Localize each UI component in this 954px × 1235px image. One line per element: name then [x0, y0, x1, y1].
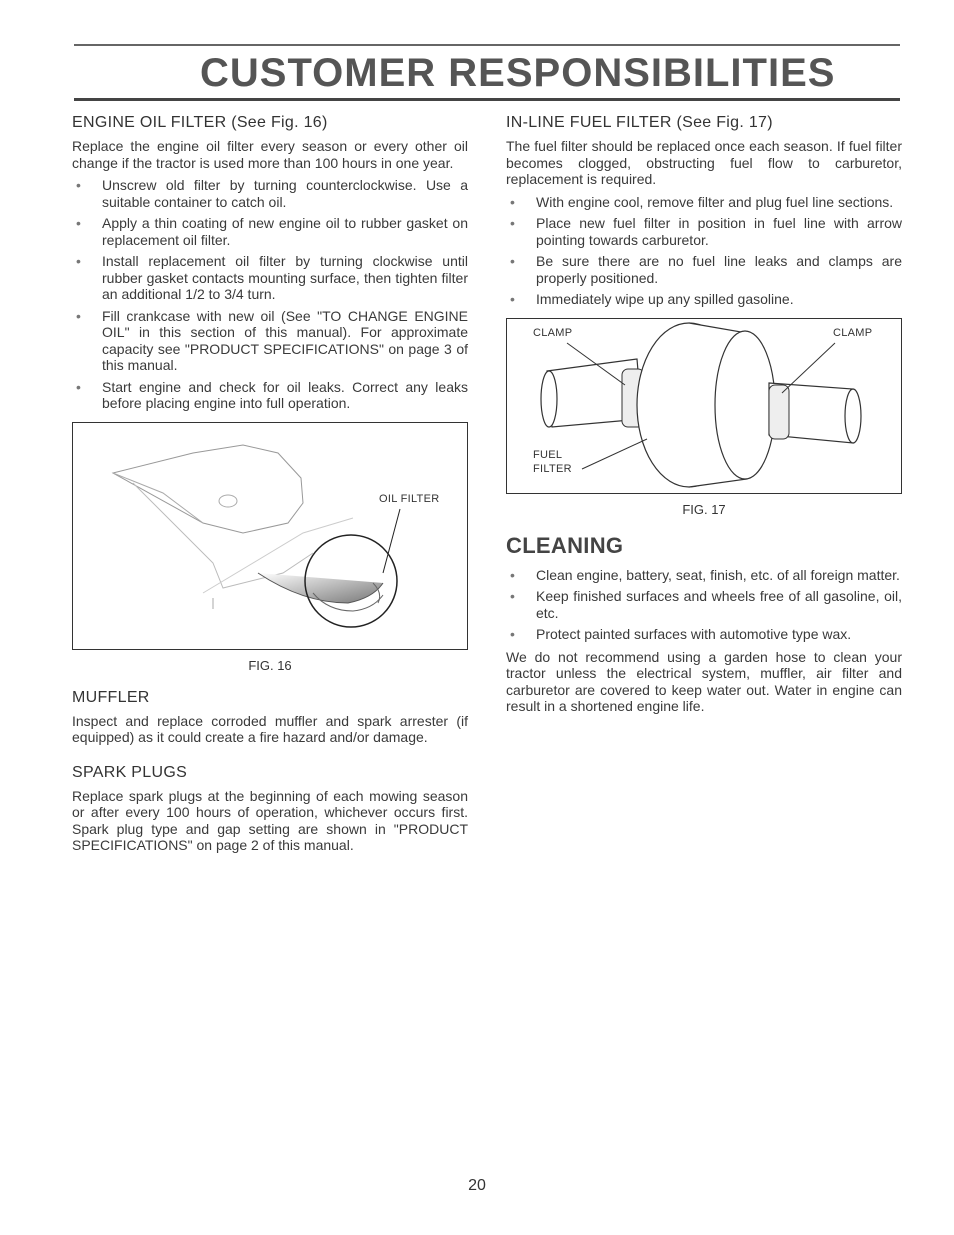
oil-filter-illustration	[73, 423, 467, 649]
fig-16-box	[72, 422, 468, 650]
page-number: 20	[468, 1177, 486, 1194]
list-item	[506, 567, 902, 584]
cleaning-steps	[506, 567, 902, 643]
list-item-text: Keep finished surfaces and wheels free of all gasoline, oil, etc.	[536, 588, 902, 621]
left-column	[72, 114, 468, 860]
list-item-text: Apply a thin coating of new engine oil to rubber gasket on replacement oil filter.	[102, 215, 468, 248]
fig-16-caption: FIG. 16	[248, 657, 292, 673]
clamp-right-callout: CLAMP	[833, 326, 873, 339]
list-item-text: Install replacement oil filter by turning clockwise until rubber gasket contacts mounting surface, then tighten filter an additional 1/2 to 3/4 turn.	[102, 253, 468, 302]
spark-plugs-heading: SPARK PLUGS	[72, 763, 188, 781]
bullet-icon: •	[76, 378, 81, 395]
list-item	[72, 253, 468, 303]
bullet-icon: •	[510, 588, 515, 604]
bullet-icon: •	[76, 215, 81, 231]
bullet-icon: •	[76, 307, 81, 324]
list-item-text: Clean engine, battery, seat, finish, etc. of all foreign matter.	[536, 566, 900, 583]
fig-17-caption: FIG. 17	[682, 501, 726, 517]
fuel-filter-section	[506, 114, 902, 517]
bullet-icon: •	[510, 215, 515, 231]
bullet-icon: •	[76, 253, 81, 269]
engine-oil-filter-section	[72, 114, 468, 673]
engine-oil-filter-heading: ENGINE OIL FILTER (See Fig. 16)	[72, 114, 328, 131]
bullet-icon: •	[510, 193, 515, 210]
bullet-icon: •	[510, 253, 515, 269]
spark-plugs-text: Replace spark plugs at the beginning of each mowing season or after every 100 hours of operation, whichever occurs first. Spark plug type and gap setting are shown in "PRODUCT SPECIFICATIONS" on page 2 of this manual.	[72, 787, 468, 853]
cleaning-text: We do not recommend using a garden hose to clean your tractor unless the electrical system, muffler, air filter and carburetor are covered to keep water out. Water in engine can result in a shortened engine life.	[506, 648, 902, 714]
list-item	[506, 253, 902, 286]
fuel-callout: FUEL	[533, 448, 563, 461]
spark-plugs-section	[72, 764, 468, 854]
fuel-filter-heading: IN-LINE FUEL FILTER (See Fig. 17)	[506, 114, 773, 131]
list-item-text: Start engine and check for oil leaks. Correct any leaks before placing engine into full operation.	[102, 378, 468, 411]
list-item-text: Fill crankcase with new oil (See "TO CHANGE ENGINE OIL" in this section of this manual). For approximate capacity see "PRODUCT SPECIFICATIONS" on page 3 of this manual.	[102, 307, 468, 373]
engine-oil-filter-steps	[72, 177, 468, 412]
list-item	[72, 308, 468, 374]
muffler-section	[72, 689, 468, 746]
list-item	[72, 215, 468, 248]
right-column	[506, 114, 902, 721]
cleaning-heading: CLEANING	[506, 532, 624, 558]
fuel-filter-intro: The fuel filter should be replaced once each season. If fuel filter becomes clogged, obstructing fuel flow to carburetor, replacement is required.	[506, 138, 902, 187]
list-item-text: Be sure there are no fuel line leaks and clamps are properly positioned.	[536, 253, 902, 286]
list-item	[506, 626, 902, 643]
filter-callout: FILTER	[533, 462, 572, 475]
list-item-text: With engine cool, remove filter and plug fuel line sections.	[536, 193, 894, 210]
list-item	[506, 291, 902, 308]
page-title: CUSTOMER RESPONSIBILITIES	[200, 51, 836, 95]
bullet-icon: •	[510, 291, 515, 307]
bottom-rule	[74, 98, 900, 101]
list-item	[506, 588, 902, 621]
list-item-text: Immediately wipe up any spilled gasoline.	[536, 291, 794, 307]
fig-17-box	[506, 318, 902, 494]
list-item-text: Protect painted surfaces with automotive type wax.	[536, 626, 852, 642]
bullet-icon: •	[76, 177, 81, 193]
oil-filter-callout: OIL FILTER	[379, 492, 440, 505]
list-item-text: Place new fuel filter in position in fuel line with arrow pointing towards carburetor.	[536, 215, 902, 248]
page-header	[74, 44, 900, 101]
muffler-heading: MUFFLER	[72, 688, 150, 706]
muffler-text: Inspect and replace corroded muffler and spark arrester (if equipped) as it could create a fire hazard and/or damage.	[72, 712, 468, 745]
list-item	[72, 177, 468, 210]
bullet-icon: •	[510, 566, 515, 583]
bullet-icon: •	[510, 626, 515, 642]
list-item-text: Unscrew old filter by turning counterclockwise. Use a suitable container to catch oil.	[102, 177, 468, 210]
cleaning-section	[506, 533, 902, 715]
list-item	[72, 379, 468, 412]
list-item	[506, 194, 902, 211]
fuel-filter-steps	[506, 194, 902, 308]
top-rule	[74, 44, 900, 46]
list-item	[506, 215, 902, 248]
engine-oil-filter-intro: Replace the engine oil filter every season or every other oil change if the tractor is used more than 100 hours in one year.	[72, 138, 468, 171]
clamp-left-callout: CLAMP	[533, 326, 573, 339]
